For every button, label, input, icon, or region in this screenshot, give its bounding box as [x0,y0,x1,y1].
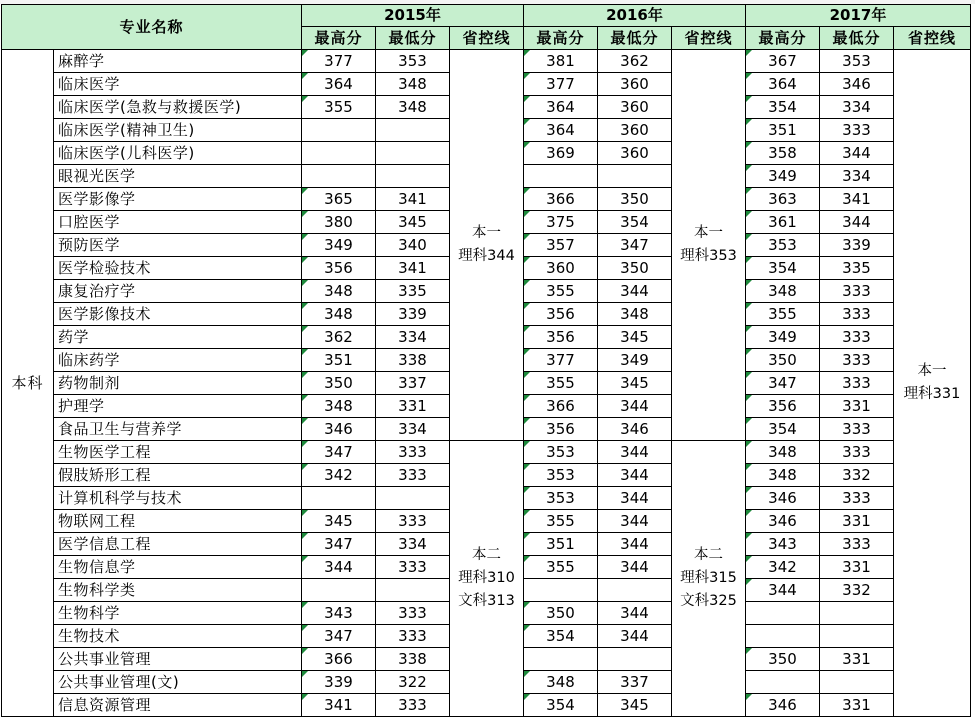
col-2015-control: 省控线 [450,27,524,50]
score-min-2017 [820,671,894,694]
score-max-2017: 343 [746,533,820,556]
score-min-2016: 346 [598,418,672,441]
score-min-2015: 353 [376,50,450,73]
major-name: 医学检验技术 [54,257,302,280]
score-min-2017: 344 [820,142,894,165]
score-max-2017: 367 [746,50,820,73]
score-min-2015: 334 [376,418,450,441]
score-min-2017: 344 [820,211,894,234]
score-max-2016 [524,648,598,671]
score-min-2015: 333 [376,441,450,464]
score-max-2016: 356 [524,326,598,349]
score-min-2015: 338 [376,648,450,671]
score-min-2015: 340 [376,234,450,257]
score-max-2016: 366 [524,395,598,418]
score-max-2015: 343 [302,602,376,625]
score-max-2017: 349 [746,326,820,349]
score-max-2015: 349 [302,234,376,257]
score-min-2017: 333 [820,533,894,556]
score-min-2017: 331 [820,648,894,671]
score-max-2015: 342 [302,464,376,487]
major-name: 药物制剂 [54,372,302,395]
major-name: 药学 [54,326,302,349]
major-name: 食品卫生与营养学 [54,418,302,441]
score-max-2016: 366 [524,188,598,211]
score-max-2017: 364 [746,73,820,96]
col-2016-max: 最高分 [524,27,598,50]
score-min-2015: 341 [376,188,450,211]
score-min-2016: 350 [598,188,672,211]
score-max-2015: 344 [302,556,376,579]
score-max-2016 [524,165,598,188]
score-min-2017: 331 [820,510,894,533]
score-min-2016: 360 [598,96,672,119]
score-min-2016 [598,648,672,671]
score-max-2015: 355 [302,96,376,119]
major-name: 医学影像技术 [54,303,302,326]
score-max-2017: 344 [746,579,820,602]
score-max-2016: 377 [524,73,598,96]
table-row [2,441,971,464]
score-max-2016: 355 [524,556,598,579]
control-line-2015: 本一 理科344 [450,50,524,441]
major-name: 医学信息工程 [54,533,302,556]
score-max-2017: 346 [746,487,820,510]
score-max-2015: 346 [302,418,376,441]
score-min-2017: 333 [820,487,894,510]
score-max-2015: 356 [302,257,376,280]
major-name: 物联网工程 [54,510,302,533]
score-min-2016: 344 [598,602,672,625]
score-max-2016: 355 [524,280,598,303]
major-name: 计算机科学与技术 [54,487,302,510]
score-min-2016: 344 [598,464,672,487]
col-2016-min: 最低分 [598,27,672,50]
score-min-2016: 360 [598,142,672,165]
score-min-2017: 341 [820,188,894,211]
score-max-2017: 350 [746,349,820,372]
score-max-2016: 369 [524,142,598,165]
table-row [2,50,971,73]
score-max-2017 [746,602,820,625]
major-name: 临床医学(急救与救援医学) [54,96,302,119]
score-min-2015: 333 [376,510,450,533]
score-max-2015: 362 [302,326,376,349]
score-min-2015: 334 [376,533,450,556]
score-min-2016: 344 [598,625,672,648]
score-min-2015: 333 [376,602,450,625]
major-name: 生物科学 [54,602,302,625]
major-name: 信息资源管理 [54,694,302,717]
major-name: 护理学 [54,395,302,418]
score-min-2015: 339 [376,303,450,326]
score-max-2016: 356 [524,418,598,441]
admission-scores-table [1,4,971,717]
score-max-2016 [524,579,598,602]
major-name: 生物科学类 [54,579,302,602]
score-max-2015: 345 [302,510,376,533]
major-name: 临床医学 [54,73,302,96]
col-2017-max: 最高分 [746,27,820,50]
score-max-2015: 348 [302,303,376,326]
score-max-2017: 348 [746,464,820,487]
score-min-2015: 322 [376,671,450,694]
score-min-2016: 360 [598,119,672,142]
major-name: 麻醉学 [54,50,302,73]
score-max-2015: 348 [302,395,376,418]
year-2015-header: 2015年 [302,5,524,27]
control-line-2015: 本二 理科310 文科313 [450,441,524,717]
score-max-2016: 356 [524,303,598,326]
score-max-2015 [302,487,376,510]
score-max-2016: 364 [524,96,598,119]
score-max-2015: 380 [302,211,376,234]
score-max-2017: 351 [746,119,820,142]
major-name: 临床医学(精神卫生) [54,119,302,142]
score-max-2017: 354 [746,418,820,441]
col-2016-control: 省控线 [672,27,746,50]
year-2017-header: 2017年 [746,5,971,27]
score-max-2016: 381 [524,50,598,73]
score-min-2015: 335 [376,280,450,303]
major-name: 生物信息学 [54,556,302,579]
score-min-2015: 333 [376,694,450,717]
score-max-2015: 364 [302,73,376,96]
major-name: 生物技术 [54,625,302,648]
score-min-2015: 331 [376,395,450,418]
score-max-2016: 354 [524,694,598,717]
score-min-2017: 333 [820,326,894,349]
score-min-2016: 362 [598,50,672,73]
score-min-2017 [820,602,894,625]
score-max-2017: 348 [746,441,820,464]
score-max-2017 [746,671,820,694]
score-min-2016: 344 [598,533,672,556]
score-min-2015: 333 [376,464,450,487]
major-name: 康复治疗学 [54,280,302,303]
col-2015-max: 最高分 [302,27,376,50]
score-max-2015: 341 [302,694,376,717]
score-min-2017: 353 [820,50,894,73]
score-min-2015 [376,165,450,188]
major-name: 公共事业管理(文) [54,671,302,694]
score-max-2016: 353 [524,487,598,510]
score-max-2015: 365 [302,188,376,211]
score-min-2015: 338 [376,349,450,372]
score-min-2016: 349 [598,349,672,372]
control-line-2017: 本一 理科331 [894,50,971,717]
score-max-2015 [302,165,376,188]
score-max-2016: 354 [524,625,598,648]
col-2017-control: 省控线 [894,27,971,50]
score-min-2015: 334 [376,326,450,349]
score-max-2016: 355 [524,510,598,533]
score-max-2015 [302,579,376,602]
score-max-2017: 349 [746,165,820,188]
score-min-2015: 348 [376,73,450,96]
score-min-2015 [376,142,450,165]
score-max-2016: 375 [524,211,598,234]
score-min-2016: 345 [598,326,672,349]
score-min-2016: 345 [598,372,672,395]
score-max-2015: 347 [302,625,376,648]
score-max-2015: 351 [302,349,376,372]
score-max-2017: 347 [746,372,820,395]
score-max-2017: 355 [746,303,820,326]
score-min-2017: 333 [820,119,894,142]
major-name: 口腔医学 [54,211,302,234]
score-min-2016 [598,165,672,188]
score-min-2017: 335 [820,257,894,280]
col-2015-min: 最低分 [376,27,450,50]
score-min-2017: 333 [820,280,894,303]
major-name: 公共事业管理 [54,648,302,671]
score-min-2015: 348 [376,96,450,119]
major-name: 临床药学 [54,349,302,372]
score-max-2017: 350 [746,648,820,671]
score-min-2016: 345 [598,694,672,717]
score-min-2015: 345 [376,211,450,234]
major-name: 医学影像学 [54,188,302,211]
score-max-2016: 353 [524,441,598,464]
major-name-header: 专业名称 [2,5,302,50]
score-min-2017: 339 [820,234,894,257]
score-max-2015: 348 [302,280,376,303]
score-min-2017: 332 [820,464,894,487]
major-name: 生物医学工程 [54,441,302,464]
major-name: 假肢矫形工程 [54,464,302,487]
score-max-2017: 363 [746,188,820,211]
score-max-2015: 366 [302,648,376,671]
score-min-2017: 346 [820,73,894,96]
score-max-2017 [746,625,820,648]
score-max-2017: 353 [746,234,820,257]
year-2016-header: 2016年 [524,5,746,27]
control-line-2016: 本一 理科353 [672,50,746,441]
score-min-2017: 331 [820,556,894,579]
score-min-2017: 333 [820,349,894,372]
score-max-2016: 364 [524,119,598,142]
score-min-2016: 344 [598,441,672,464]
score-min-2015: 341 [376,257,450,280]
score-min-2016: 354 [598,211,672,234]
score-min-2017 [820,625,894,648]
score-min-2016: 347 [598,234,672,257]
score-max-2017: 342 [746,556,820,579]
score-min-2017: 331 [820,395,894,418]
score-max-2015: 339 [302,671,376,694]
score-max-2017: 358 [746,142,820,165]
score-min-2017: 331 [820,694,894,717]
score-min-2017: 333 [820,418,894,441]
score-min-2016: 344 [598,280,672,303]
score-max-2016: 360 [524,257,598,280]
level-cell: 本科 [2,50,54,717]
major-name: 预防医学 [54,234,302,257]
score-min-2015 [376,579,450,602]
score-min-2016: 360 [598,73,672,96]
score-min-2017: 333 [820,372,894,395]
score-min-2016: 350 [598,257,672,280]
score-max-2016: 348 [524,671,598,694]
col-2017-min: 最低分 [820,27,894,50]
score-min-2015 [376,119,450,142]
score-min-2017: 334 [820,96,894,119]
score-min-2016 [598,579,672,602]
score-max-2017: 346 [746,694,820,717]
major-name: 眼视光医学 [54,165,302,188]
score-max-2015: 347 [302,441,376,464]
score-min-2017: 333 [820,303,894,326]
score-min-2015: 333 [376,625,450,648]
score-min-2015: 333 [376,556,450,579]
score-max-2015: 350 [302,372,376,395]
score-max-2016: 350 [524,602,598,625]
score-max-2017: 354 [746,96,820,119]
score-min-2016: 344 [598,510,672,533]
score-min-2016: 337 [598,671,672,694]
score-min-2017: 334 [820,165,894,188]
score-max-2015 [302,119,376,142]
score-min-2015 [376,487,450,510]
score-min-2017: 332 [820,579,894,602]
score-max-2016: 355 [524,372,598,395]
score-max-2016: 353 [524,464,598,487]
control-line-2016: 本二 理科315 文科325 [672,441,746,717]
score-max-2017: 361 [746,211,820,234]
score-max-2017: 356 [746,395,820,418]
score-min-2015: 337 [376,372,450,395]
score-max-2017: 348 [746,280,820,303]
score-max-2015: 377 [302,50,376,73]
score-max-2017: 354 [746,257,820,280]
major-name: 临床医学(儿科医学) [54,142,302,165]
score-max-2015: 347 [302,533,376,556]
score-max-2016: 351 [524,533,598,556]
score-min-2016: 348 [598,303,672,326]
score-max-2015 [302,142,376,165]
score-min-2017: 333 [820,441,894,464]
score-max-2016: 357 [524,234,598,257]
score-min-2016: 344 [598,556,672,579]
score-max-2017: 346 [746,510,820,533]
score-min-2016: 344 [598,395,672,418]
score-min-2016: 344 [598,487,672,510]
score-max-2016: 377 [524,349,598,372]
